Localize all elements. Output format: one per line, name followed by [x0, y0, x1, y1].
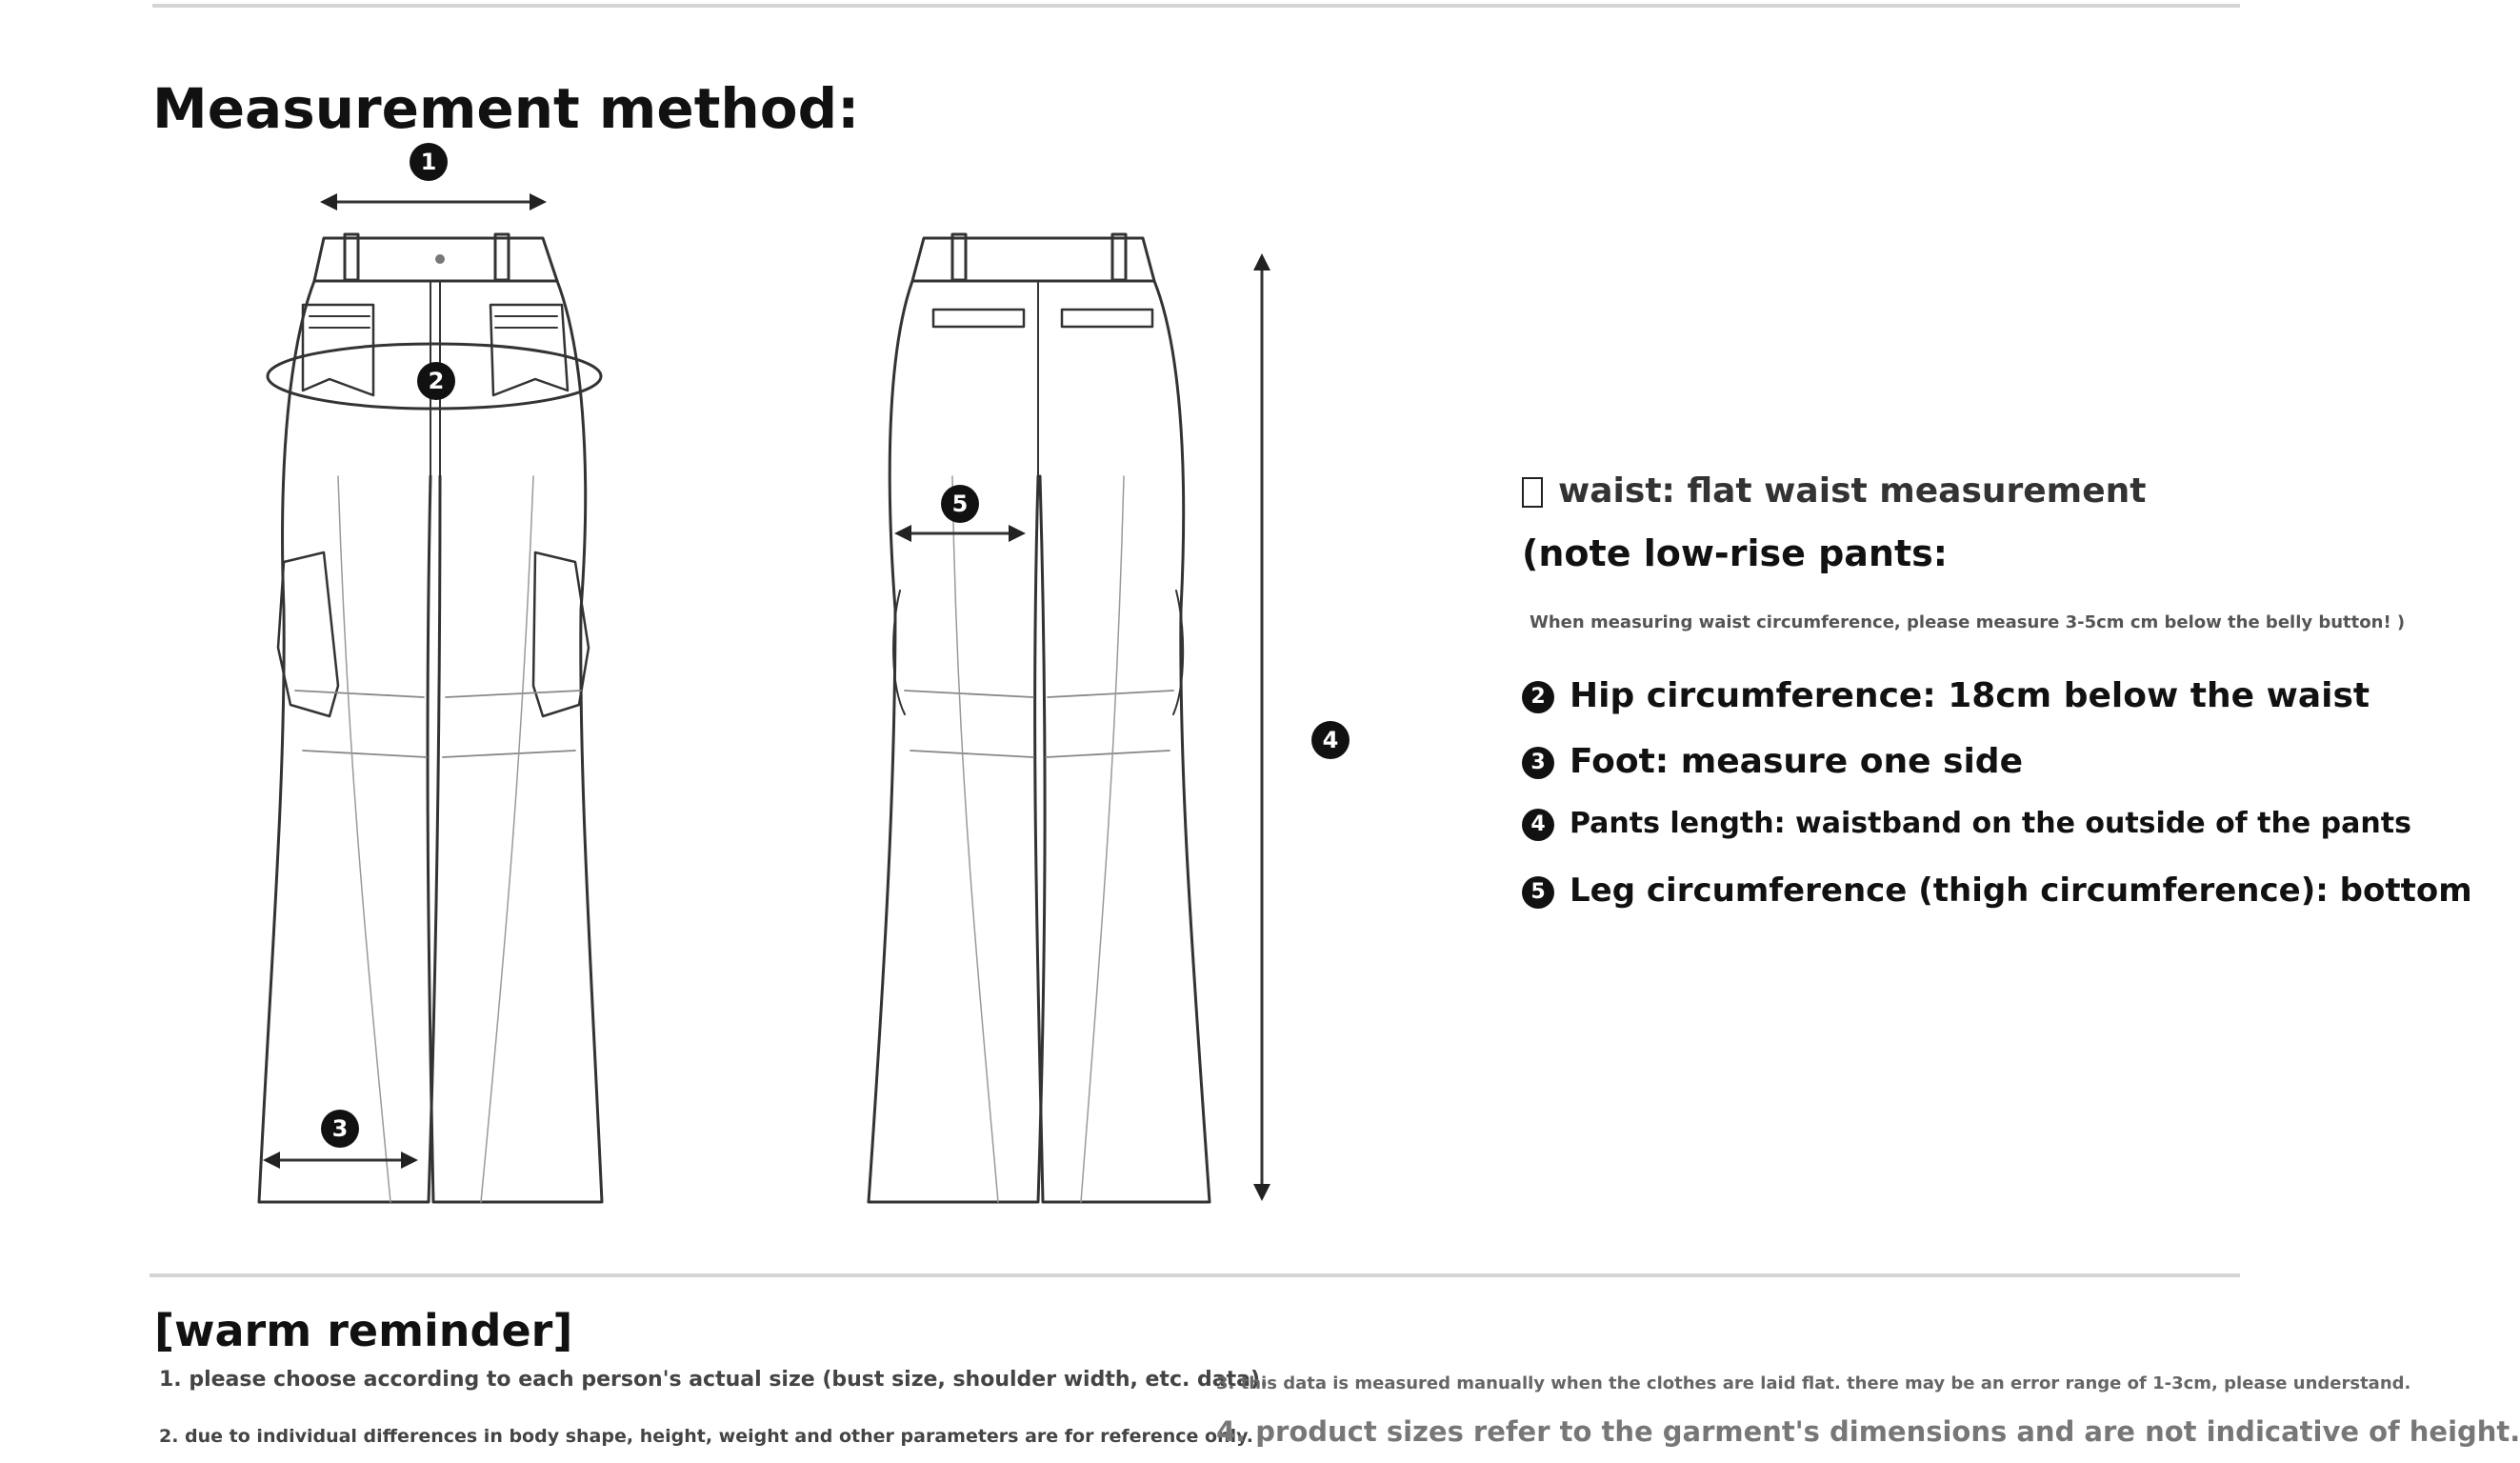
number-4-icon: 4 [1522, 809, 1554, 841]
number-2-icon: 2 [1522, 681, 1554, 713]
front-pants-drawing [259, 202, 602, 1202]
legend-item-thigh [1522, 872, 2472, 910]
legend-item-length [1522, 807, 2411, 841]
legend-item-label: Foot: measure one side [1570, 742, 2023, 781]
marker-4 [1311, 721, 1350, 759]
marker-2 [417, 362, 455, 400]
legend-item-label: Leg circumference (thigh circumference): bottom [1570, 872, 2472, 910]
svg-text:2: 2 [428, 368, 445, 394]
legend-low-rise-note: (note low-rise pants: [1522, 532, 1948, 574]
legend-waist-hint: When measuring waist circumference, please measure 3-5cm cm below the belly button! ) [1530, 612, 2406, 632]
back-pants-drawing [869, 234, 1262, 1202]
page-title: Measurement method: [152, 76, 860, 141]
pants-diagram [0, 0, 1429, 1267]
reminder-title: [warm reminder] [154, 1305, 573, 1356]
legend-waist [1522, 471, 2146, 511]
svg-text:4: 4 [1322, 727, 1339, 753]
reminder-note-2: 2. due to individual differences in body shape, height, weight and other parameters are for reference only. [159, 1426, 1253, 1447]
legend-waist-text: waist: flat waist measurement [1558, 471, 2147, 511]
svg-text:1: 1 [420, 149, 437, 175]
marker-1 [410, 143, 448, 181]
waist-marker-icon [1522, 477, 1543, 508]
number-5-icon: 5 [1522, 876, 1554, 909]
reminder-note-3: 3. this data is measured manually when the clothes are laid flat. there may be an error range of 1-3cm, please understand. [1216, 1373, 2411, 1393]
marker-5 [941, 485, 979, 523]
reminder-note-4: 4. product sizes refer to the garment's dimensions and are not indicative of height. [1216, 1415, 2520, 1448]
svg-text:3: 3 [331, 1115, 349, 1142]
reminder-note-1: 1. please choose according to each person's actual size (bust size, shoulder width, etc. data). [159, 1368, 1269, 1392]
section-divider [150, 1273, 2240, 1277]
number-3-icon: 3 [1522, 747, 1554, 779]
svg-text:5: 5 [951, 491, 969, 517]
marker-3 [321, 1110, 359, 1148]
legend-item-hip [1522, 676, 2370, 715]
legend-item-label: Hip circumference: 18cm below the waist [1570, 676, 2370, 715]
legend-item-label: Pants length: waistband on the outside of the pants [1570, 807, 2411, 840]
legend-item-foot [1522, 742, 2023, 781]
